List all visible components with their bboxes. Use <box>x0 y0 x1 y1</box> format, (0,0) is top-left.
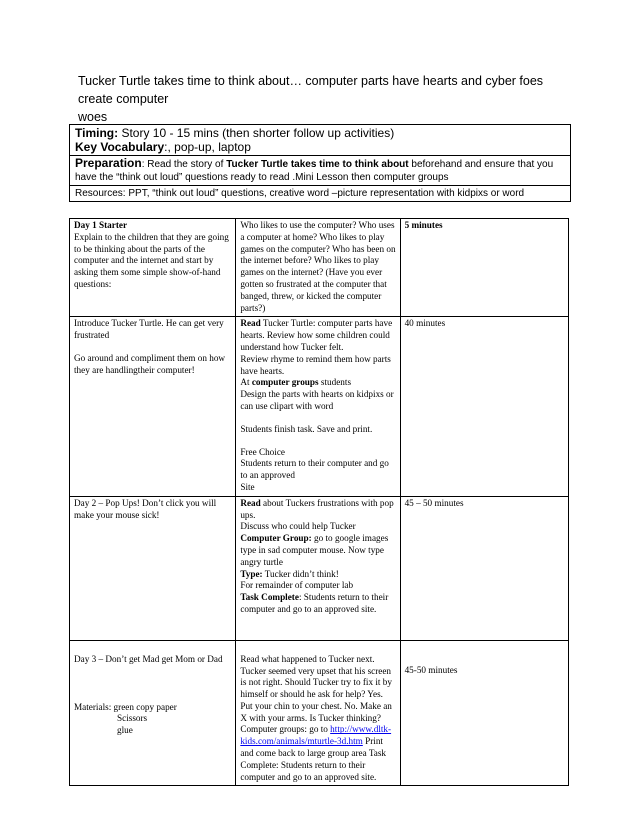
groups-paragraph <box>240 377 395 389</box>
glue-text: glue <box>117 725 133 736</box>
read-label: Read <box>240 318 261 329</box>
type-text: Tucker didn’t think! <box>262 568 339 579</box>
computer-group-text: go to google images type in sad computer mouse. Now type angry turtle <box>240 533 389 567</box>
day3-title: Day 3 – Don’t get Mad get Mom or Dad <box>74 653 223 664</box>
row3-details <box>236 496 400 640</box>
day2-read <box>240 498 395 522</box>
task-complete-label: Task Complete <box>240 592 299 603</box>
day3-text: Read what happened to Tucker next. Tucker seemed very upset that his screen is not right. Should Tucker try to fix it by himself or should he ask for help? Yes. Put your chin to your chest. No. Make an X with your arms. Is Tucker thinking? Computer groups: go to <box>240 653 392 735</box>
row4-time <box>400 640 568 786</box>
computer-groups-label: computer groups <box>251 377 319 388</box>
materials-text: Materials: green copy paper <box>74 701 177 712</box>
site-text: Site <box>240 481 255 492</box>
timing-row <box>70 125 570 156</box>
lesson-plan-table <box>69 218 569 786</box>
row2-time <box>400 317 568 496</box>
review-text: Review rhyme to remind them how parts have hearts. <box>240 353 391 376</box>
title-line-2: woes <box>78 110 108 124</box>
row1-time <box>400 219 568 317</box>
dltk-link[interactable]: http://www.dltk-kids.com/animals/mturtle-3d.htm <box>240 724 392 747</box>
preparation-row <box>70 156 570 186</box>
lesson-info-box <box>69 124 571 202</box>
free-choice-text: Free Choice <box>240 446 285 457</box>
vocab-label: Key Vocabulary <box>75 140 165 154</box>
computer-group-paragraph <box>240 533 395 568</box>
scissors-text: Scissors <box>117 713 148 724</box>
day1-description: Explain to the children that they are going to be thinking about the parts of the computer and the internet and start by asking them some simple show-of-hand questions: <box>74 231 229 289</box>
table-row <box>70 317 569 496</box>
discuss-text: Discuss who could help Tucker <box>240 521 356 532</box>
finish-text: Students finish task. Save and print. <box>240 423 373 434</box>
table-row <box>70 219 569 317</box>
day1-duration: 5 minutes <box>404 220 443 230</box>
students-text: students <box>318 377 352 388</box>
row4-details <box>236 640 400 786</box>
day1-main-duration: 40 minutes <box>404 318 446 329</box>
computer-group-label: Computer Group: <box>240 533 312 544</box>
row4-activity <box>70 640 236 786</box>
day1-title: Day 1 Starter <box>74 220 128 230</box>
task-paragraph <box>240 592 395 616</box>
day1-questions: Who likes to use the computer? Who uses a computer at home? Who likes to play games on the computer? Who has been on the internet before? Who likes to play games on the internet? (Have you ever gotten so frustrated at the computer that banged, threw, or kicked the computer parts?) <box>240 220 396 313</box>
vocab-value: :, pop-up, laptop <box>164 140 251 154</box>
table-row <box>70 496 569 640</box>
read-label: Read <box>240 497 261 508</box>
prep-text-2: beforehand and ensure that you have the “think out loud” questions ready to read .Mini Lesson then computer groups <box>75 159 554 183</box>
read-paragraph <box>240 318 395 353</box>
document-title <box>78 72 568 126</box>
resources-row: Resources: PPT, “think out loud” questions, creative word –picture representation with kidpixs or word <box>75 188 525 199</box>
timing-value: Story 10 - 15 mins (then shorter follow up activities) <box>118 126 395 140</box>
return-text: Students return to their computer and go to an approved <box>240 458 389 481</box>
row3-time <box>400 496 568 640</box>
row1-details <box>236 219 400 317</box>
remainder-text: For remainder of computer lab <box>240 580 354 591</box>
type-paragraph <box>240 569 395 581</box>
prep-story-title: Tucker Turtle takes time to think about <box>226 159 409 170</box>
at-text: At <box>240 377 252 388</box>
title-line-1: Tucker Turtle takes time to think about… computer parts have hearts and cyber foes create computer <box>78 74 544 106</box>
prep-text-1: : Read the story of <box>141 159 227 170</box>
read-text: about Tuckers frustrations with pop ups. <box>240 497 394 520</box>
row3-activity <box>70 496 236 640</box>
timing-label: Timing: <box>75 126 119 140</box>
introduce-text: Introduce Tucker Turtle. He can get very frustrated <box>74 318 224 341</box>
day2-duration: 45 – 50 minutes <box>404 497 464 508</box>
row2-details <box>236 317 400 496</box>
table-row <box>70 640 569 786</box>
day3-duration: 45-50 minutes <box>404 664 458 675</box>
type-label: Type: <box>240 568 263 579</box>
row2-activity <box>70 317 236 496</box>
day3-instructions <box>240 654 395 784</box>
row1-activity <box>70 219 236 317</box>
day2-title: Day 2 – Pop Ups! Don’t click you will make your mouse sick! <box>74 497 217 520</box>
task-complete-text: : Students return to their computer and go to an approved site. <box>240 592 389 614</box>
compliment-text: Go around and compliment them on how they are handlingtheir computer! <box>74 352 226 375</box>
prep-label: Preparation <box>75 156 142 170</box>
design-text: Design the parts with hearts on kidpixs or can use clipart with word <box>240 389 394 411</box>
day3-after-link-text: Print and come back to large group area Task Complete: Students return to their computer and go to an approved site. <box>240 736 387 782</box>
read-text: Tucker Turtle: computer parts have hearts. Review how some children could understand how Tucker felt. <box>240 318 393 352</box>
